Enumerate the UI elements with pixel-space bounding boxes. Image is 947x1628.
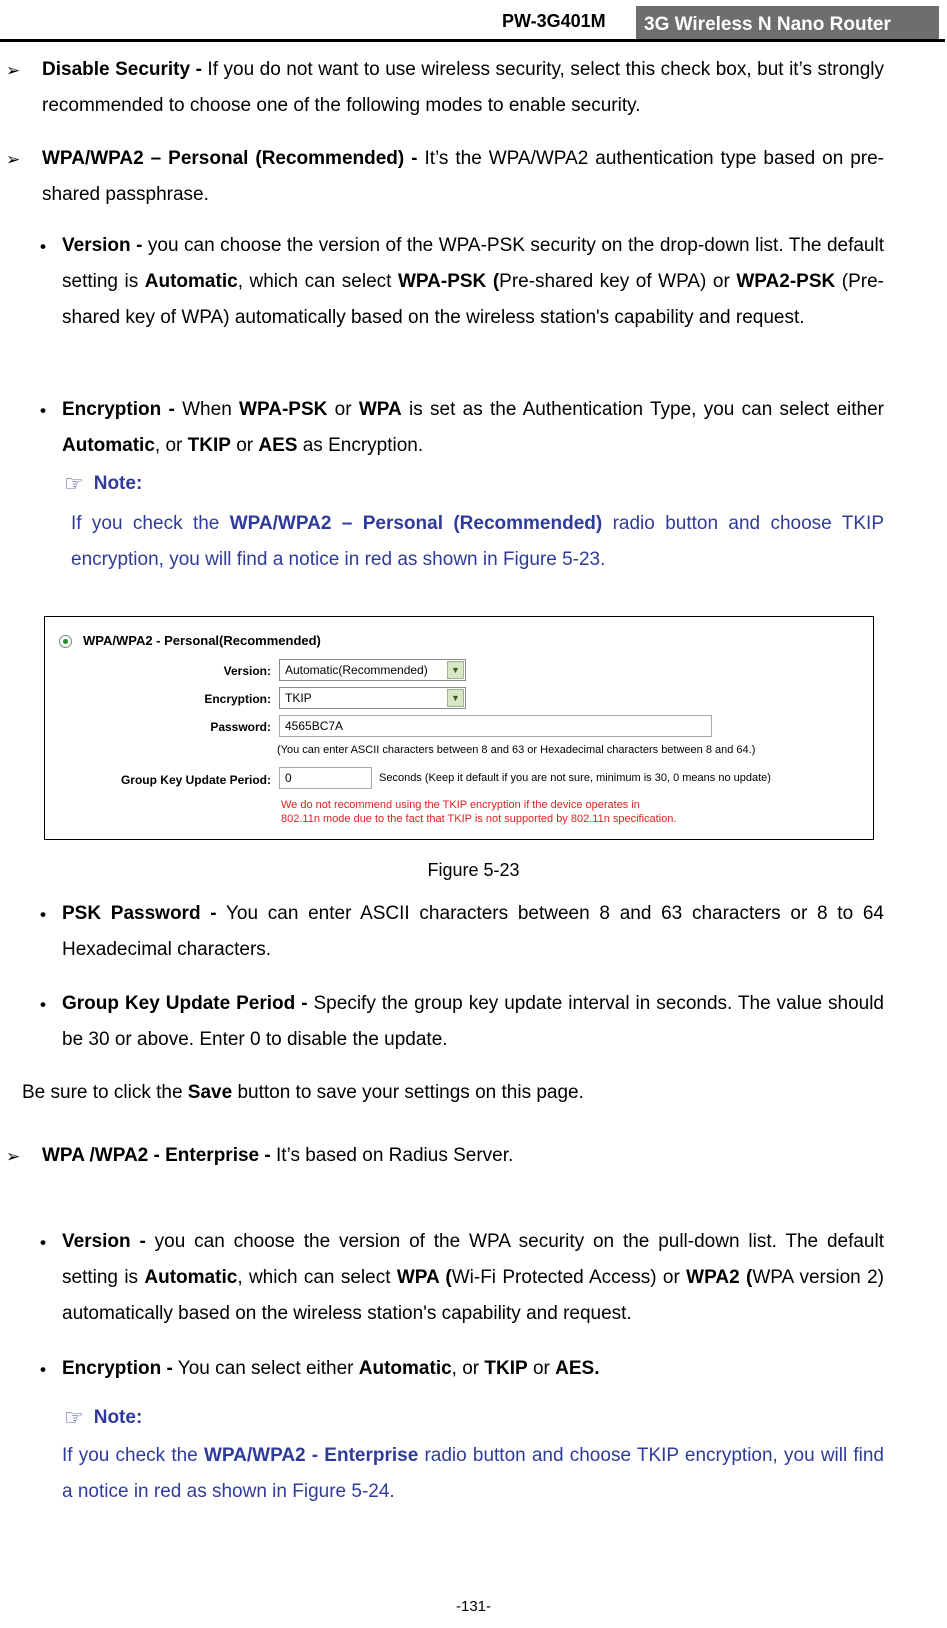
pointing-hand-icon: ☞ bbox=[64, 1405, 84, 1430]
dot-bullet-icon: • bbox=[40, 237, 46, 256]
page-number: -131- bbox=[455, 1598, 492, 1615]
group-key-hint: Seconds (Keep it default if you are not sure, minimum is 30, 0 means no update) bbox=[379, 772, 771, 784]
arrow-bullet-icon: ➢ bbox=[6, 1147, 21, 1166]
group-key-input[interactable]: 0 bbox=[279, 767, 372, 789]
password-hint: (You can enter ASCII characters between 8 and 63 or Hexadecimal characters between 8 and 64.) bbox=[277, 744, 756, 756]
personal-label: WPA/WPA2 – Personal (Recommended) - bbox=[42, 148, 418, 169]
version-label: Version: bbox=[223, 664, 271, 678]
disable-security-paragraph: Disable Security - If you do not want to use wireless security, select this check box, but it’s strongly recommended to choose one of the following modes to enable security. bbox=[42, 59, 884, 116]
group-key-label: Group Key Update Period: bbox=[120, 773, 271, 787]
password-label: Password: bbox=[210, 720, 271, 734]
header-rule bbox=[0, 39, 945, 42]
personal-note-text: If you check the WPA/WPA2 – Personal (Recommended) radio button and choose TKIP encryption, you will find a notice in red as shown in Figure 5-23. bbox=[71, 513, 885, 570]
dot-bullet-icon: • bbox=[40, 905, 46, 924]
enterprise-version-paragraph: Version - you can choose the version of the WPA security on the pull-down list. The default setting is Automatic, which can select WPA (Wi-Fi Protected Access) or WPA2 (WPA version 2) automatically based on the wireless station's capability and request. bbox=[62, 1231, 884, 1324]
arrow-bullet-icon: ➢ bbox=[6, 61, 21, 80]
chevron-down-icon: ▼ bbox=[447, 661, 464, 679]
chevron-down-icon: ▼ bbox=[447, 689, 464, 707]
personal-encryption-paragraph: Encryption - When WPA-PSK or WPA is set as the Authentication Type, you can select either Automatic, or TKIP or AES as Encryption. bbox=[62, 399, 884, 456]
password-input[interactable]: 4565BC7A bbox=[279, 715, 712, 737]
enterprise-paragraph: WPA /WPA2 - Enterprise - It’s based on Radius Server. bbox=[42, 1145, 514, 1166]
figure-section-title: WPA/WPA2 - Personal(Recommended) bbox=[83, 633, 321, 648]
encryption-select[interactable]: TKIP ▼ bbox=[279, 687, 466, 709]
header-product: 3G Wireless N Nano Router bbox=[636, 6, 939, 40]
encryption-label: Encryption: bbox=[204, 692, 271, 706]
arrow-bullet-icon: ➢ bbox=[6, 150, 21, 169]
note-heading: ☞ Note: bbox=[64, 466, 142, 502]
save-instruction: Be sure to click the Save button to save your settings on this page. bbox=[22, 1082, 584, 1103]
dot-bullet-icon: • bbox=[40, 995, 46, 1014]
version-select[interactable]: Automatic(Recommended) ▼ bbox=[279, 659, 466, 681]
pointing-hand-icon: ☞ bbox=[64, 471, 84, 496]
dot-bullet-icon: • bbox=[40, 1360, 46, 1379]
enterprise-label: WPA /WPA2 - Enterprise - bbox=[42, 1145, 271, 1166]
personal-version-paragraph: Version - you can choose the version of the WPA-PSK security on the drop-down list. The default setting is Automatic, which can select WPA-PSK (Pre-shared key of WPA) or WPA2-PSK (Pre-shared key of WPA) automatically based on the wireless station's capability and request. bbox=[62, 235, 884, 328]
psk-password-paragraph: PSK Password - You can enter ASCII characters between 8 and 63 characters or 8 to 64 Hexadecimal characters. bbox=[62, 903, 884, 960]
enterprise-note-text: If you check the WPA/WPA2 - Enterprise radio button and choose TKIP encryption, you will find a notice in red as shown in Figure 5-24. bbox=[62, 1445, 885, 1502]
enterprise-encryption-paragraph: Encryption - You can select either Automatic, or TKIP or AES. bbox=[62, 1358, 600, 1379]
figure-5-23-screenshot bbox=[44, 616, 874, 840]
dot-bullet-icon: • bbox=[40, 1233, 46, 1252]
wpa-personal-radio[interactable] bbox=[59, 635, 72, 648]
dot-bullet-icon: • bbox=[40, 401, 46, 420]
note-heading: ☞ Note: bbox=[64, 1400, 142, 1436]
figure-caption: Figure 5-23 bbox=[427, 860, 520, 880]
personal-paragraph: WPA/WPA2 – Personal (Recommended) - It’s the WPA/WPA2 authentication type based on pre-shared passphrase. bbox=[42, 148, 884, 205]
tkip-warning: We do not recommend using the TKIP encryption if the device operates in 802.11n mode due to the fact that TKIP is not supported by 802.11n specification. bbox=[281, 799, 677, 825]
header-model: PW-3G401M bbox=[502, 11, 606, 31]
group-key-paragraph: Group Key Update Period - Specify the group key update interval in seconds. The value should be 30 or above. Enter 0 to disable the update. bbox=[62, 993, 885, 1050]
disable-security-label: Disable Security - bbox=[42, 59, 202, 80]
page-header bbox=[0, 0, 947, 42]
